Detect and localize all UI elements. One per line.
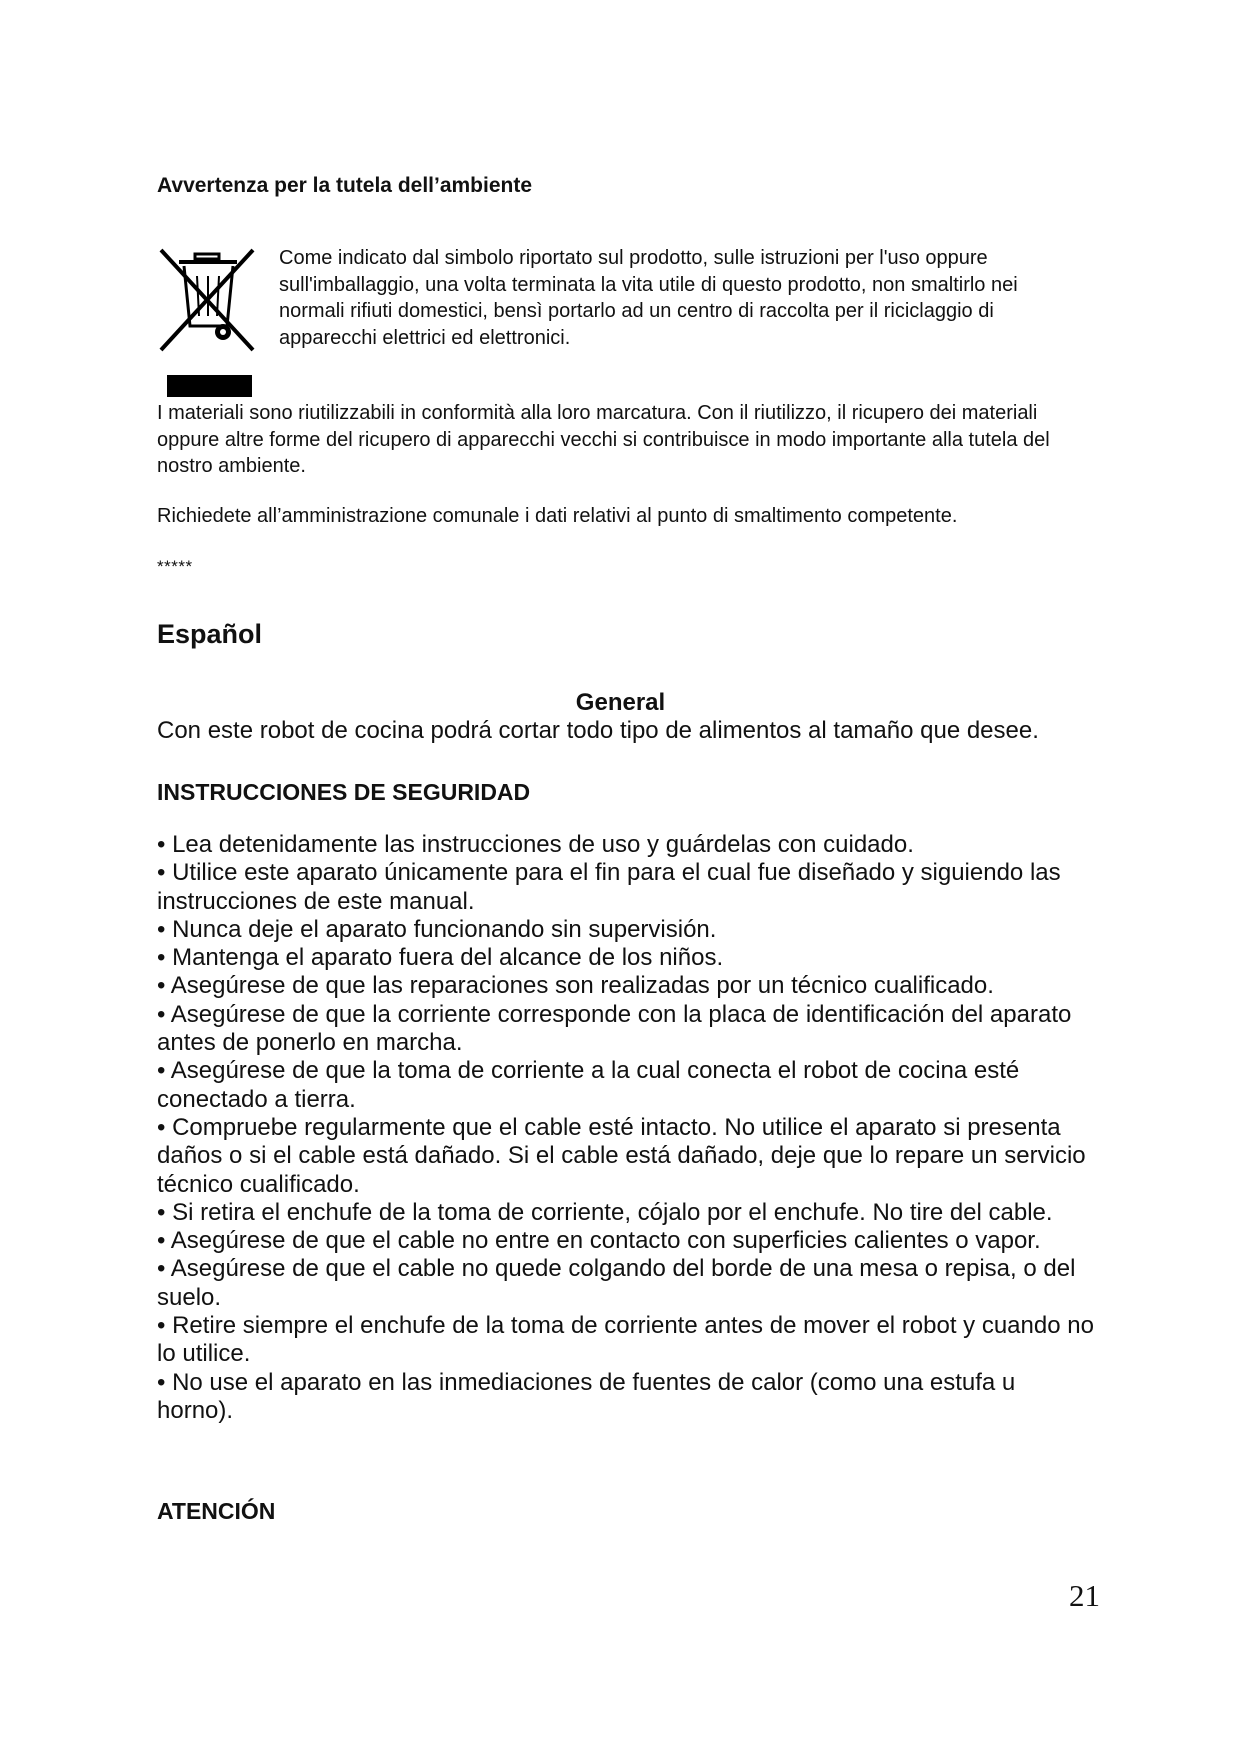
environment-heading: Avvertenza per la tutela dell’ambiente	[157, 174, 533, 197]
section-separator: *****	[157, 557, 193, 576]
list-item: • Asegúrese de que el cable no quede colgando del borde de una mesa o repisa, o del suelo.	[157, 1255, 1076, 1311]
safety-list	[157, 831, 1097, 1425]
list-item: • Asegúrese de que las reparaciones son realizadas por un técnico cualificado.	[157, 972, 994, 1000]
weee-marking-bar	[167, 375, 252, 397]
list-item: • Mantenga el aparato fuera del alcance de los niños.	[157, 944, 724, 972]
general-title: General	[575, 689, 666, 716]
list-item: • Asegúrese de que la corriente corresponde con la placa de identificación del aparato antes de ponerlo en marcha.	[157, 1000, 1072, 1057]
list-item: • Compruebe regularmente que el cable esté intacto. No utilice el aparato si presenta daños o si el cable está dañado. Si el cable está dañado, deje que lo repare un servicio técnico cualificado.	[157, 1113, 1086, 1198]
list-item: • Asegúrese de que el cable no entre en contacto con superficies calientes o vapor.	[157, 1227, 1041, 1255]
list-item: • Utilice este aparato únicamente para el fin para el cual fue diseñado y siguiendo las instrucciones de este manual.	[157, 859, 1061, 915]
attention-title: ATENCIÓN	[157, 1498, 276, 1524]
general-text: Con este robot de cocina podrá cortar todo tipo de alimentos al tamaño que desee.	[157, 717, 1039, 744]
list-item: • Retire siempre el enchufe de la toma de corriente antes de mover el robot y cuando no lo utilice.	[157, 1312, 1094, 1368]
weee-symbol-text: Come indicato dal simbolo riportato sul prodotto, sulle istruzioni per l'uso oppure sull'imballaggio, una volta terminata la vita utile di questo prodotto, non smaltirlo nei normali rifiuti domestici, bensì portarlo ad un centro di raccolta per il riciclaggio di apparecchi elettrici ed elettronici.	[279, 247, 1018, 349]
list-item: • Si retira el enchufe de la toma de corriente, cójalo por el enchufe. No tire del cable.	[157, 1198, 1053, 1226]
list-item: • No use el aparato en las inmediaciones de fuentes de calor (como una estufa u horno).	[157, 1368, 1016, 1424]
disposal-paragraph: Richiedete all’amministrazione comunale i dati relativi al punto di smaltimento competente.	[157, 505, 958, 527]
list-item: • Lea detenidamente las instrucciones de uso y guárdelas con cuidado.	[157, 831, 914, 858]
language-title: Español	[157, 619, 263, 649]
page-number: 21	[1069, 1578, 1100, 1613]
list-item: • Asegúrese de que la toma de corriente a la cual conecta el robot de cocina esté conectado a tierra.	[157, 1057, 1020, 1113]
list-item: • Nunca deje el aparato funcionando sin supervisión.	[157, 915, 717, 943]
recycling-paragraph: I materiali sono riutilizzabili in conformità alla loro marcatura. Con il riutilizzo, il ricupero dei materiali oppure altre forme del ricupero di apparecchi vecchi si contribuisce in modo importante alla tutela del nostro ambiente.	[157, 402, 1050, 477]
safety-title: INSTRUCCIONES DE SEGURIDAD	[157, 779, 531, 805]
crossed-out-wheelie-bin-icon	[157, 246, 257, 356]
